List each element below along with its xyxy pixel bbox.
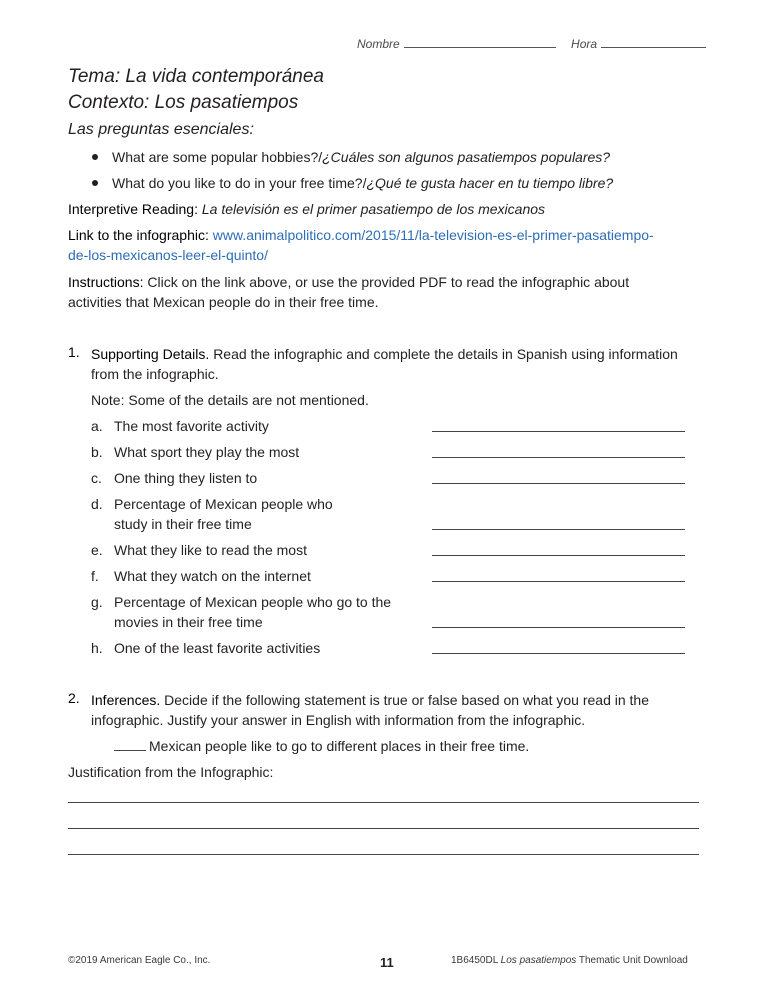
item-text: The most favorite activity <box>114 418 269 434</box>
section1-text-continued: from the infographic. <box>91 366 219 382</box>
section2-text: Decide if the following statement is true or false based on what you read in the <box>164 692 649 708</box>
bullet-dot-icon <box>92 180 98 186</box>
section1-lead: Supporting Details. <box>91 346 210 362</box>
bullet-dot-icon <box>92 154 98 160</box>
statement-text: Mexican people like to go to different places in their free time. <box>149 738 530 754</box>
instructions-text: Click on the link above, or use the provided PDF to read the infographic about <box>147 274 630 290</box>
interpretive-reading <box>68 199 545 219</box>
item-text-line: Percentage of Mexican people who <box>114 496 333 512</box>
item-text-line: study in their free time <box>114 516 252 532</box>
product-code: 1B6450DL <box>451 955 498 966</box>
item-text-line: movies in their free time <box>114 614 263 630</box>
infographic-link-row <box>68 225 654 245</box>
justification-line[interactable] <box>68 802 699 803</box>
item-letter: b. <box>91 444 103 460</box>
instructions <box>68 272 629 292</box>
product-info <box>451 955 688 966</box>
true-false-statement <box>114 736 529 756</box>
infographic-label: Link to the infographic: <box>68 227 209 243</box>
hora-label: Hora <box>571 37 598 51</box>
product-suffix: Thematic Unit Download <box>578 955 688 966</box>
essential-question <box>92 149 610 165</box>
answer-line[interactable] <box>432 555 685 556</box>
essential-question <box>92 175 613 191</box>
list-item <box>91 638 320 658</box>
item-text <box>114 494 333 534</box>
section-number: 1. <box>68 344 80 360</box>
product-title: Los pasatiempos <box>500 955 577 966</box>
justification-line[interactable] <box>68 854 699 855</box>
section2-prompt <box>91 690 701 730</box>
item-text: What sport they play the most <box>114 444 300 460</box>
justification-label: Justification from the Infographic: <box>68 764 274 780</box>
answer-line[interactable] <box>432 653 685 654</box>
question-spanish: ¿Qué te gusta hacer en tu tiempo libre? <box>366 175 614 191</box>
item-letter: g. <box>91 594 103 610</box>
page-number: 11 <box>380 955 394 970</box>
answer-line[interactable] <box>432 529 685 530</box>
item-letter: e. <box>91 542 103 558</box>
question-english: What do you like to do in your free time?/ <box>112 175 367 191</box>
preguntas-heading: Las preguntas esenciales: <box>68 121 254 138</box>
question-english: What are some popular hobbies?/ <box>112 149 323 165</box>
instructions-continued: activities that Mexican people do in their free time. <box>68 294 379 310</box>
section1-prompt <box>91 344 701 384</box>
section1-note: Note: Some of the details are not mentioned. <box>91 392 369 408</box>
list-item <box>91 468 257 488</box>
hora-blank[interactable] <box>601 36 706 48</box>
item-text: One of the least favorite activities <box>114 640 321 656</box>
list-item <box>91 442 299 462</box>
infographic-link-continued[interactable]: de-los-mexicanos-leer-el-quinto/ <box>68 247 268 263</box>
contexto-heading: Contexto: Los pasatiempos <box>68 92 299 113</box>
item-text: What they watch on the internet <box>114 568 311 584</box>
instructions-label: Instructions: <box>68 274 144 290</box>
item-text-line: Percentage of Mexican people who go to the <box>114 594 392 610</box>
list-item <box>91 494 333 534</box>
answer-line[interactable] <box>432 581 685 582</box>
section1-text: Read the infographic and complete the details in Spanish using information <box>213 346 678 362</box>
question-spanish: ¿Cuáles son algunos pasatiempos populares? <box>322 149 611 165</box>
item-letter: c. <box>91 470 102 486</box>
copyright: ©2019 American Eagle Co., Inc. <box>68 955 211 966</box>
answer-line[interactable] <box>432 431 685 432</box>
section2-text-continued: infographic. Justify your answer in English with information from the infographic. <box>91 712 586 728</box>
nombre-label: Nombre <box>357 37 400 51</box>
nombre-blank[interactable] <box>404 36 556 48</box>
item-letter: h. <box>91 640 103 656</box>
item-text: What they like to read the most <box>114 542 307 558</box>
item-letter: f. <box>91 568 99 584</box>
list-item <box>91 416 269 436</box>
section2-lead: Inferences. <box>91 692 161 708</box>
list-item <box>91 566 311 586</box>
item-text: One thing they listen to <box>114 470 258 486</box>
reading-title: La televisión es el primer pasatiempo de los mexicanos <box>201 201 546 217</box>
reading-label: Interpretive Reading: <box>68 201 198 217</box>
section-number: 2. <box>68 690 80 706</box>
tema-heading: Tema: La vida contemporánea <box>68 66 324 87</box>
name-hour-bar <box>357 36 706 51</box>
true-false-blank[interactable] <box>114 738 146 751</box>
infographic-link[interactable]: www.animalpolitico.com/2015/11/la-television-es-el-primer-pasatiempo- <box>212 227 654 243</box>
list-item <box>91 540 307 560</box>
justification-line[interactable] <box>68 828 699 829</box>
item-text <box>114 592 391 632</box>
answer-line[interactable] <box>432 457 685 458</box>
answer-line[interactable] <box>432 483 685 484</box>
item-letter: a. <box>91 418 103 434</box>
answer-line[interactable] <box>432 627 685 628</box>
list-item <box>91 592 391 632</box>
item-letter: d. <box>91 496 103 512</box>
